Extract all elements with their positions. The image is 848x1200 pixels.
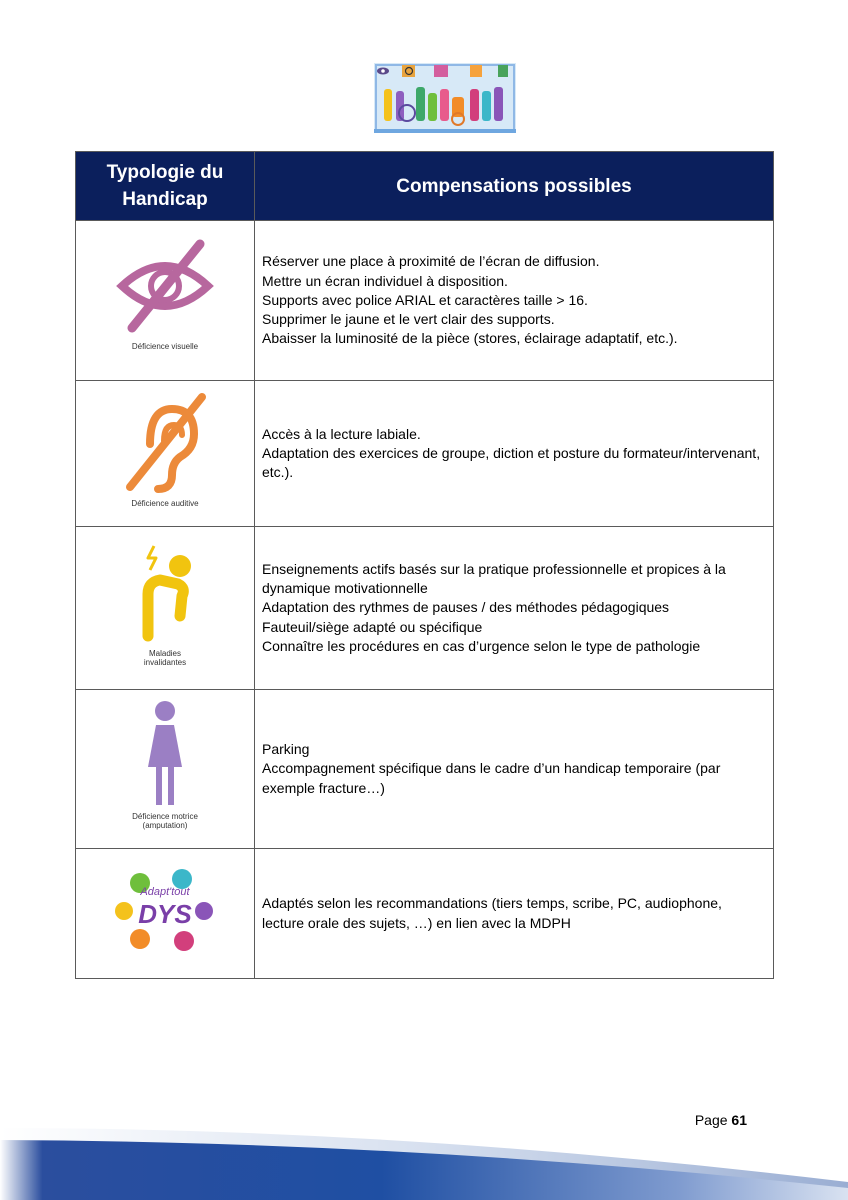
compensation-line: Réserver une place à proximité de l’écran de diffusion. [262, 253, 600, 270]
typology-cell [76, 527, 255, 690]
page-number-value: 61 [731, 1112, 747, 1128]
typology-cell [76, 221, 255, 381]
visual-impairment-icon [110, 236, 220, 361]
compensation-line: Mettre un écran individuel à disposition. [262, 272, 508, 289]
page-label: Page [694, 1112, 728, 1128]
table-row [76, 690, 774, 849]
compensation-cell [255, 381, 774, 527]
compensation-line: Accès à la lecture labiale. [262, 425, 421, 442]
dys-logo-small-text: Adapt'tout [140, 886, 190, 898]
typology-caption: Déficience auditive [131, 498, 199, 508]
hearing-impairment-icon [110, 389, 220, 514]
dys-logo-icon [110, 861, 220, 961]
table-header-row [76, 152, 774, 221]
compensation-line: Parking [262, 741, 310, 758]
table-row [76, 381, 774, 527]
compensation-line: Supports avec police ARIAL et caractères taille > 16. [262, 291, 588, 308]
handicap-banner-logo [374, 63, 516, 133]
header-compensations: Compensations possibles [255, 152, 774, 221]
banner-people [384, 87, 503, 125]
typology-caption-line2: (amputation) [142, 820, 188, 830]
compensation-line: Fauteuil/siège adapté ou spécifique [262, 618, 483, 635]
typology-cell [76, 849, 255, 979]
compensation-line: Enseignements actifs basés sur la pratique professionnelle et propices à la dynamique motivationnelle [262, 560, 726, 597]
compensation-line: Supprimer le jaune et le vert clair des supports. [262, 311, 555, 328]
compensation-line: Connaître les procédures en cas d’urgence selon le type de pathologie [262, 637, 701, 654]
typology-caption-line2: invalidantes [143, 657, 187, 667]
typology-caption: Déficience visuelle [131, 341, 199, 351]
compensation-line: Adaptés selon les recommandations (tiers temps, scribe, PC, audiophone, lecture orale des sujets, …) en lien avec la MDPH [262, 895, 722, 931]
compensation-line: Adaptation des exercices de groupe, diction et posture du formateur/intervenant, etc.). [262, 444, 761, 481]
table-row [76, 849, 774, 979]
compensation-line: Accompagnement spécifique dans le cadre d’un handicap temporaire (par exemple fracture…) [262, 760, 721, 796]
compensation-cell [255, 527, 774, 690]
footer-decoration [0, 1122, 848, 1200]
typology-cell [76, 381, 255, 527]
compensation-line: Abaisser la luminosité de la pièce (stores, éclairage adaptatif, etc.). [262, 330, 678, 347]
table-row [76, 527, 774, 690]
typology-cell [76, 690, 255, 849]
compensation-cell [255, 221, 774, 381]
chronic-illness-icon [110, 536, 220, 676]
motor-impairment-icon [110, 697, 220, 837]
compensation-table [75, 151, 774, 979]
typology-caption-line1: Maladies [148, 648, 182, 658]
compensation-cell [255, 849, 774, 979]
typology-caption-line1: Déficience motrice [132, 811, 198, 821]
dys-logo-big-text: DYS [138, 899, 192, 929]
compensation-line: Adaptation des rythmes de pauses / des méthodes pédagogiques [262, 599, 670, 616]
table-row [76, 221, 774, 381]
header-typologie: Typologie du Handicap [76, 152, 255, 221]
compensation-cell [255, 690, 774, 849]
